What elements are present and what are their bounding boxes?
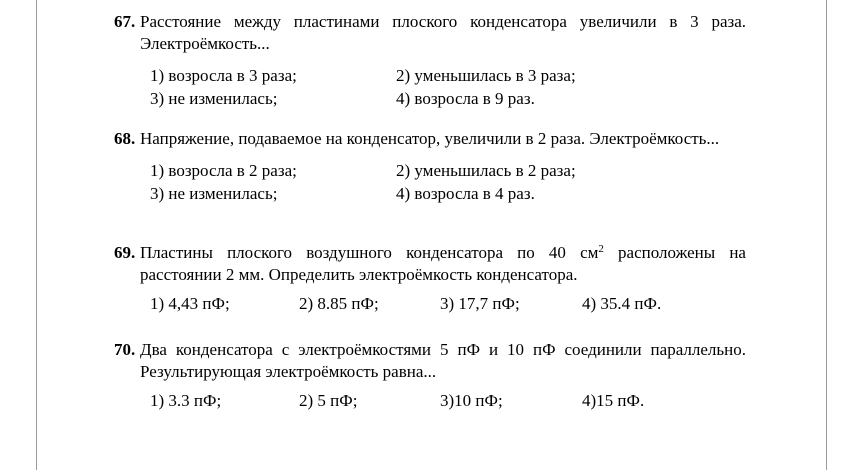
question-number: 68. (114, 129, 136, 148)
question-number: 67. (114, 12, 136, 31)
option-2[interactable]: 2) 8.85 пФ; (299, 294, 379, 313)
answer-options (150, 389, 746, 412)
question-69 (114, 242, 746, 315)
option-3[interactable]: 3) не изменилась; (150, 184, 278, 203)
option-3[interactable]: 3) не изменилась; (150, 89, 278, 108)
answer-options (150, 64, 746, 110)
question-text: Расстояние между пластинами плоского конденсатора увеличили в 3 раза. Электроёмкость... (140, 12, 746, 53)
option-3[interactable]: 3) 17,7 пФ; (440, 294, 520, 313)
question-67 (114, 11, 746, 110)
superscript-exponent: 2 (598, 243, 604, 255)
question-number: 69. (114, 243, 136, 262)
option-4[interactable]: 4) возросла в 9 раз. (396, 89, 535, 108)
question-text: Два конденсатора с электроёмкостями 5 пФ и 10 пФ соединили параллельно. Результирующая электроёмкость равна... (140, 340, 746, 381)
question-number: 70. (114, 340, 136, 359)
question-68 (114, 128, 746, 205)
answer-options (150, 292, 746, 315)
option-4[interactable]: 4) 35.4 пФ. (582, 294, 662, 313)
option-3[interactable]: 3)10 пФ; (440, 391, 503, 410)
question-text: Напряжение, подаваемое на конденсатор, увеличили в 2 раза. Электроёмкость... (140, 129, 720, 148)
question-text (140, 242, 746, 286)
option-4[interactable]: 4)15 пФ. (582, 391, 645, 410)
page-left-edge (36, 0, 37, 470)
answer-options (150, 159, 746, 205)
question-70 (114, 339, 746, 412)
option-2[interactable]: 2) уменьшилась в 3 раза; (396, 66, 576, 85)
option-1[interactable]: 1) возросла в 2 раза; (150, 161, 297, 180)
page-right-edge (826, 0, 827, 470)
option-1[interactable]: 1) 3.3 пФ; (150, 391, 222, 410)
option-1[interactable]: 1) 4,43 пФ; (150, 294, 230, 313)
option-4[interactable]: 4) возросла в 4 раз. (396, 184, 535, 203)
option-2[interactable]: 2) 5 пФ; (299, 391, 358, 410)
question-text-part: расположены на расстоянии 2 мм. Определить электроёмкость конденсатора. (140, 243, 746, 284)
question-text-part: Пластины плоского воздушного конденсатора по 40 см (140, 243, 599, 262)
option-2[interactable]: 2) уменьшилась в 2 раза; (396, 161, 576, 180)
option-1[interactable]: 1) возросла в 3 раза; (150, 66, 297, 85)
